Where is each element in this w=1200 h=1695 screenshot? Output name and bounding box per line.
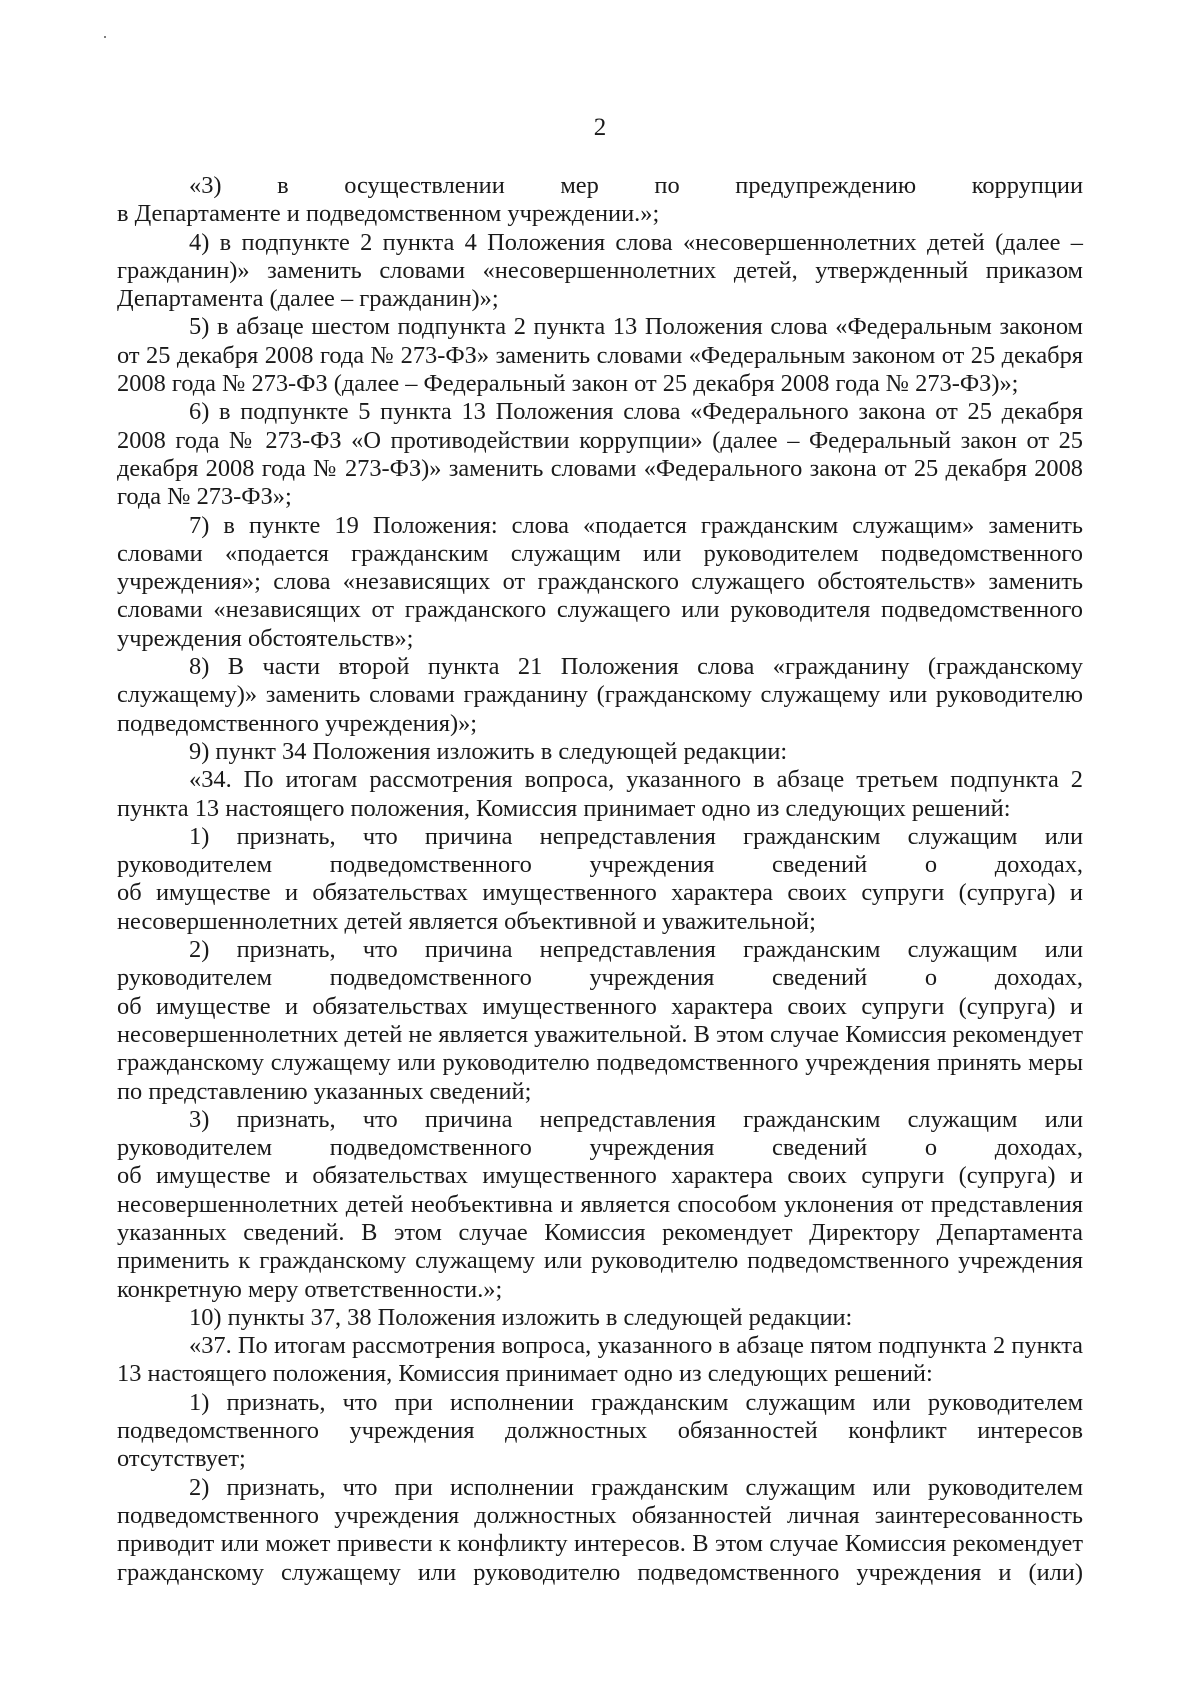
paragraph-12: 10) пункты 37, 38 Положения изложить в следующей редакции: [189,1303,853,1331]
paragraph-10: 2) признать, что причина непредставления гражданским служащим или руководителем подведомственного учреждения сведений о доходах, об имуществе и обязательствах имущественного характера своих супруги (супруга) и несовершеннолетних детей не является уважительной. В этом случае Комиссия рекомендует гражданскому служащему или руководителю подведомственного учреждения принять меры по представлению указанных сведений; [117,936,1083,1105]
paragraph-2: 4) в подпункте 2 пункта 4 Положения слова «несовершеннолетних детей (далее – гражданин)» заменить словами «несовершеннолетних детей, утвержденный приказом Департамента (далее – гражданин)»; [117,228,1083,313]
scan-speck [104,36,106,38]
paragraph-8: «34. По итогам рассмотрения вопроса, указанного в абзаце третьем подпункта 2 пункта 13 настоящего положения, Комиссия принимает одно из следующих решений: [117,766,1083,822]
paragraph-15: 2) признать, что при исполнении гражданским служащим или руководителем подведомственного учреждения должностных обязанностей личная заинтересованность приводит или может привести к конфликту интересов. В этом случае Комиссия рекомендует гражданскому служащему или руководителю подведомственного учреждения и (или) [117,1473,1083,1586]
paragraph-4: 6) в подпункте 5 пункта 13 Положения слова «Федерального закона от 25 декабря 2008 года № 273-ФЗ «О противодействии коррупции» (далее – Федеральный закон от 25 декабря 2008 года № 273-ФЗ)» заменить словами «Федерального закона от 25 декабря 2008 года № 273-ФЗ»; [117,398,1083,511]
paragraph-7: 9) пункт 34 Положения изложить в следующей редакции: [189,737,788,765]
paragraph-3: 5) в абзаце шестом подпункта 2 пункта 13 Положения слова «Федеральным законом от 25 декабря 2008 года № 273-ФЗ» заменить словами «Федеральным законом от 25 декабря 2008 года № 273-ФЗ (далее – Федеральный закон от 25 декабря 2008 года № 273-ФЗ)»; [117,313,1083,398]
paragraph-5: 7) в пункте 19 Положения: слова «подается гражданским служащим» заменить словами «подается гражданским служащим или руководителем подведомственного учреждения»; слова «независящих от гражданского служащего обстоятельств» заменить словами «независящих от гражданского служащего или руководителя подведомственного учреждения обстоятельств»; [117,511,1083,652]
paragraph-11: 3) признать, что причина непредставления гражданским служащим или руководителем подведомственного учреждения сведений о доходах, об имуществе и обязательствах имущественного характера своих супруги (супруга) и несовершеннолетних детей необъективна и является способом уклонения от представления указанных сведений. В этом случае Комиссия рекомендует Директору Департамента применить к гражданскому служащему или руководителю подведомственного учреждения конкретную меру ответственности.»; [117,1105,1083,1303]
paragraph-9: 1) признать, что причина непредставления гражданским служащим или руководителем подведомственного учреждения сведений о доходах, об имуществе и обязательствах имущественного характера своих супруги (супруга) и несовершеннолетних детей является объективной и уважительной; [117,822,1083,935]
paragraph-1: «3) в осуществлении мер по предупреждению коррупции в Департаменте и подведомственном учреждении.»; [117,172,1083,228]
paragraph-13: «37. По итогам рассмотрения вопроса, указанного в абзаце пятом подпункта 2 пункта 13 настоящего положения, Комиссия принимает одно из следующих решений: [117,1332,1083,1388]
page-number: 2 [593,114,607,141]
paragraph-14: 1) признать, что при исполнении гражданским служащим или руководителем подведомственного учреждения должностных обязанностей конфликт интересов отсутствует; [117,1388,1083,1473]
paragraph-6: 8) В части второй пункта 21 Положения слова «гражданину (гражданскому служащему)» заменить словами гражданину (гражданскому служащему или руководителю подведомственного учреждения)»; [117,653,1083,737]
document-body [117,172,1083,1587]
